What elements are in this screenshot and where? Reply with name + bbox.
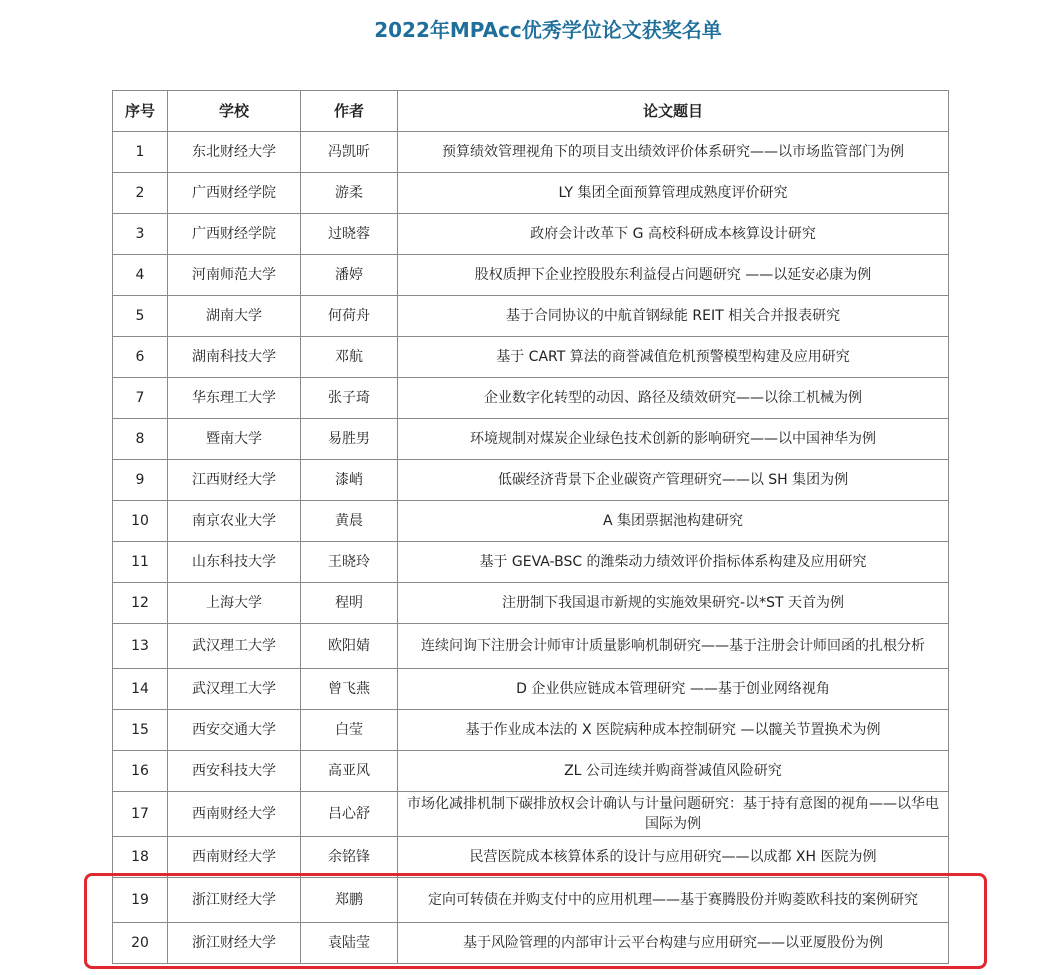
school-cell: 武汉理工大学 — [168, 624, 301, 669]
school-cell: 西安科技大学 — [168, 751, 301, 792]
row-number: 9 — [113, 460, 168, 501]
table-row — [113, 837, 949, 878]
school-cell: 浙江财经大学 — [168, 878, 301, 923]
row-number: 13 — [113, 624, 168, 669]
table-row — [113, 624, 949, 669]
thesis-title-cell: 基于合同协议的中航首钢绿能 REIT 相关合并报表研究 — [398, 296, 949, 337]
thesis-title-cell: 企业数字化转型的动因、路径及绩效研究——以徐工机械为例 — [398, 378, 949, 419]
school-cell: 武汉理工大学 — [168, 669, 301, 710]
awards-table — [112, 90, 949, 964]
school-cell: 暨南大学 — [168, 419, 301, 460]
row-number: 4 — [113, 255, 168, 296]
row-number: 15 — [113, 710, 168, 751]
author-cell: 易胜男 — [301, 419, 398, 460]
school-cell: 浙江财经大学 — [168, 923, 301, 964]
thesis-title-cell: 市场化减排机制下碳排放权会计确认与计量问题研究：基于持有意图的视角——以华电国际为例 — [398, 792, 949, 837]
table-row — [113, 923, 949, 964]
table-row — [113, 792, 949, 837]
thesis-title-cell: 基于 GEVA-BSC 的潍柴动力绩效评价指标体系构建及应用研究 — [398, 542, 949, 583]
header-number: 序号 — [113, 91, 168, 132]
row-number: 7 — [113, 378, 168, 419]
table-row — [113, 501, 949, 542]
school-cell: 西安交通大学 — [168, 710, 301, 751]
thesis-title-cell: 低碳经济背景下企业碳资产管理研究——以 SH 集团为例 — [398, 460, 949, 501]
thesis-title-cell: 基于风险管理的内部审计云平台构建与应用研究——以亚厦股份为例 — [398, 923, 949, 964]
school-cell: 广西财经学院 — [168, 214, 301, 255]
school-cell: 湖南科技大学 — [168, 337, 301, 378]
author-cell: 欧阳婧 — [301, 624, 398, 669]
header-thesis-title: 论文题目 — [398, 91, 949, 132]
table-row — [113, 710, 949, 751]
thesis-title-cell: 基于 CART 算法的商誉减值危机预警模型构建及应用研究 — [398, 337, 949, 378]
row-number: 14 — [113, 669, 168, 710]
row-number: 11 — [113, 542, 168, 583]
thesis-title-cell: 定向可转债在并购支付中的应用机理——基于赛腾股份并购菱欧科技的案例研究 — [398, 878, 949, 923]
school-cell: 河南师范大学 — [168, 255, 301, 296]
thesis-title-cell: 预算绩效管理视角下的项目支出绩效评价体系研究——以市场监管部门为例 — [398, 132, 949, 173]
author-cell: 吕心舒 — [301, 792, 398, 837]
table-row — [113, 173, 949, 214]
author-cell: 白莹 — [301, 710, 398, 751]
table-row — [113, 878, 949, 923]
table-row — [113, 583, 949, 624]
header-school: 学校 — [168, 91, 301, 132]
row-number: 1 — [113, 132, 168, 173]
author-cell: 郑鹏 — [301, 878, 398, 923]
school-cell: 广西财经学院 — [168, 173, 301, 214]
thesis-title-cell: 股权质押下企业控股股东利益侵占问题研究 ——以延安必康为例 — [398, 255, 949, 296]
thesis-title-cell: 政府会计改革下 G 高校科研成本核算设计研究 — [398, 214, 949, 255]
thesis-title-cell: 环境规制对煤炭企业绿色技术创新的影响研究——以中国神华为例 — [398, 419, 949, 460]
table-row — [113, 337, 949, 378]
table-row — [113, 460, 949, 501]
thesis-title-cell: ZL 公司连续并购商誉减值风险研究 — [398, 751, 949, 792]
table-row — [113, 296, 949, 337]
thesis-title-cell: 注册制下我国退市新规的实施效果研究-以*ST 天首为例 — [398, 583, 949, 624]
table-row — [113, 255, 949, 296]
author-cell: 曾飞燕 — [301, 669, 398, 710]
row-number: 2 — [113, 173, 168, 214]
author-cell: 高亚风 — [301, 751, 398, 792]
school-cell: 湖南大学 — [168, 296, 301, 337]
author-cell: 潘婷 — [301, 255, 398, 296]
thesis-title-cell: LY 集团全面预算管理成熟度评价研究 — [398, 173, 949, 214]
row-number: 3 — [113, 214, 168, 255]
row-number: 12 — [113, 583, 168, 624]
row-number: 6 — [113, 337, 168, 378]
table-row — [113, 132, 949, 173]
author-cell: 王晓玲 — [301, 542, 398, 583]
thesis-title-cell: 民营医院成本核算体系的设计与应用研究——以成都 XH 医院为例 — [398, 837, 949, 878]
table-row — [113, 378, 949, 419]
row-number: 8 — [113, 419, 168, 460]
table-row — [113, 214, 949, 255]
row-number: 17 — [113, 792, 168, 837]
author-cell: 程明 — [301, 583, 398, 624]
school-cell: 西南财经大学 — [168, 837, 301, 878]
table-row — [113, 542, 949, 583]
row-number: 16 — [113, 751, 168, 792]
school-cell: 华东理工大学 — [168, 378, 301, 419]
author-cell: 过晓蓉 — [301, 214, 398, 255]
thesis-title-cell: A 集团票据池构建研究 — [398, 501, 949, 542]
author-cell: 黄晨 — [301, 501, 398, 542]
school-cell: 山东科技大学 — [168, 542, 301, 583]
header-author: 作者 — [301, 91, 398, 132]
author-cell: 游柔 — [301, 173, 398, 214]
school-cell: 上海大学 — [168, 583, 301, 624]
table-row — [113, 669, 949, 710]
row-number: 10 — [113, 501, 168, 542]
author-cell: 邓航 — [301, 337, 398, 378]
row-number: 18 — [113, 837, 168, 878]
page-title: 2022年MPAcc优秀学位论文获奖名单 — [374, 18, 722, 42]
thesis-title-cell: 基于作业成本法的 X 医院病种成本控制研究 —以髋关节置换术为例 — [398, 710, 949, 751]
school-cell: 南京农业大学 — [168, 501, 301, 542]
author-cell: 余铭锋 — [301, 837, 398, 878]
author-cell: 张子琦 — [301, 378, 398, 419]
author-cell: 冯凯昕 — [301, 132, 398, 173]
school-cell: 江西财经大学 — [168, 460, 301, 501]
row-number: 19 — [113, 878, 168, 923]
school-cell: 东北财经大学 — [168, 132, 301, 173]
author-cell: 何荷舟 — [301, 296, 398, 337]
table-header-row — [113, 91, 949, 132]
author-cell: 袁陆莹 — [301, 923, 398, 964]
author-cell: 漆峭 — [301, 460, 398, 501]
thesis-title-cell: 连续问询下注册会计师审计质量影响机制研究——基于注册会计师回函的扎根分析 — [398, 624, 949, 669]
table-row — [113, 751, 949, 792]
school-cell: 西南财经大学 — [168, 792, 301, 837]
table-row — [113, 419, 949, 460]
row-number: 20 — [113, 923, 168, 964]
row-number: 5 — [113, 296, 168, 337]
thesis-title-cell: D 企业供应链成本管理研究 ——基于创业网络视角 — [398, 669, 949, 710]
